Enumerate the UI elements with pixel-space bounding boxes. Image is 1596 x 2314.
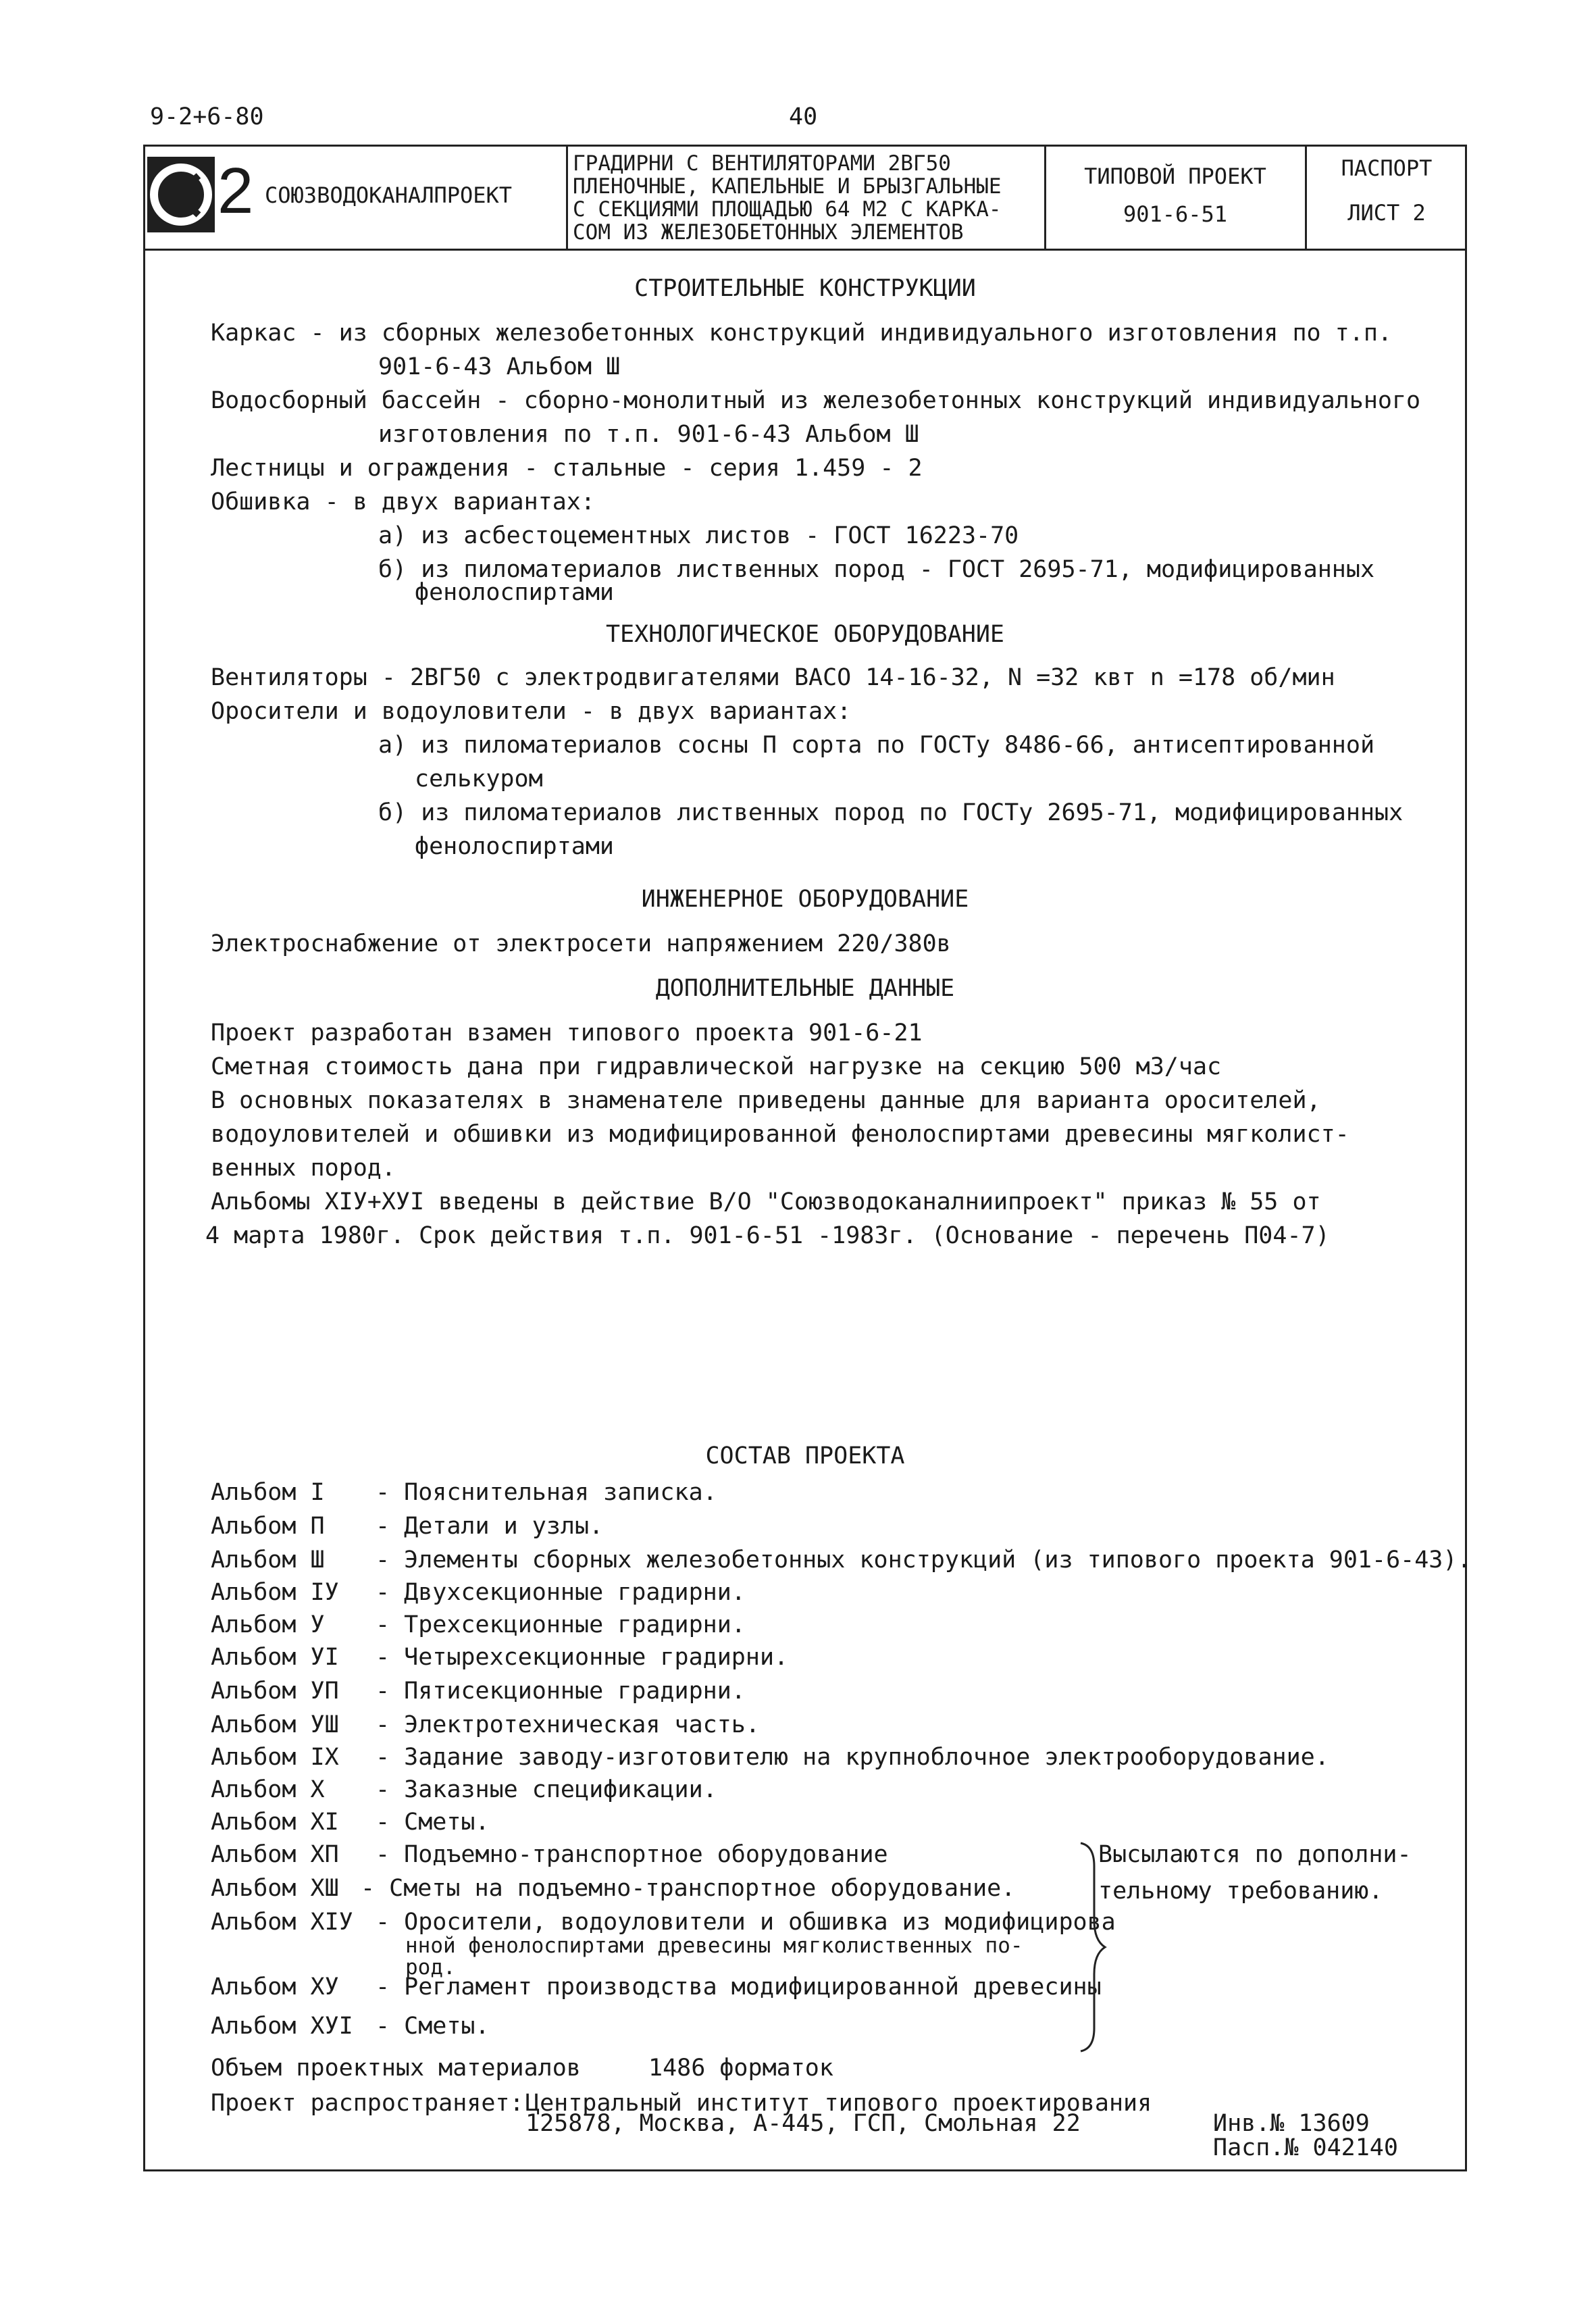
distributor-line-2: 125878, Москва, А-445, ГСП, Смольная 22 [525, 2110, 1081, 2137]
volume-label: Объем проектных материалов [211, 2055, 581, 2082]
album-desc: - Подъемно-транспортное оборудование [376, 1841, 888, 1868]
sheet-label: ЛИСТ 2 [1347, 200, 1426, 226]
album-desc: - Задание заводу-изготовителю на крупноблочное электрооборудование. [376, 1744, 1329, 1771]
ck-logo-icon [147, 157, 215, 232]
title-divider-1 [566, 145, 568, 250]
album-name: Альбом ХП [211, 1841, 339, 1868]
album-name: Альбом ХI [211, 1809, 339, 1836]
extra-line: венных пород. [211, 1155, 396, 1182]
album-name: Альбом ХУ [211, 1973, 339, 2001]
building-line: Обшивка - в двух вариантах: [211, 488, 595, 515]
album-name: Альбом ХШ [211, 1875, 339, 1902]
album-desc: - Двухсекционные градирни. [376, 1579, 746, 1606]
album-xiu-cont: нной фенолоспиртами древесины мягколиственных по- [405, 1934, 1023, 1958]
doc-type: ПАСПОРТ [1341, 155, 1433, 181]
org-logo [147, 157, 215, 232]
heading-tech: ТЕХНОЛОГИЧЕСКОЕ ОБОРУДОВАНИЕ [605, 621, 1004, 648]
doc-code: 9-2+6-80 [150, 103, 264, 130]
building-line: фенолоспиртами [415, 579, 615, 606]
distributor-line-1: Центральный институт типового проектирования [525, 2090, 1152, 2117]
building-line: а) из асбестоцементных листов - ГОСТ 16223-70 [378, 522, 1019, 549]
album-desc: - Оросители, водоуловители и обшивка из модифицирова [376, 1909, 1116, 1936]
title-line-4: СОМ ИЗ ЖЕЛЕЗОБЕТОННЫХ ЭЛЕМЕНТОВ [573, 220, 964, 245]
building-line: Каркас - из сборных железобетонных конструкций индивидуального изготовления по т.п. [211, 320, 1392, 347]
extra-line: Сметная стоимость дана при гидравлической нагрузке на секцию 500 м3/час [211, 1053, 1222, 1080]
tech-line: а) из пиломатериалов сосны П сорта по ГОСТу 8486-66, антисептированной [378, 732, 1375, 759]
building-line: б) из пиломатериалов лиственных пород - ГОСТ 2695-71, модифицированных [378, 556, 1375, 583]
tech-line: фенолоспиртами [415, 833, 615, 860]
tech-line: Вентиляторы - 2ВГ50 с электродвигателями ВАСО 14-16-32, N =32 квт n =178 об/мин [211, 664, 1335, 691]
album-name: Альбом У [211, 1611, 325, 1638]
org-name: СОЮЗВОДОКАНАЛПРОЕКТ [265, 182, 513, 208]
heading-building: СТРОИТЕЛЬНЫЕ КОНСТРУКЦИИ [634, 275, 976, 302]
extra-line: Альбомы XIУ+ХУI введены в действие В/О "Союзводоканалниипроект" приказ № 55 от [211, 1188, 1321, 1215]
album-name: Альбом I [211, 1479, 325, 1506]
title-line-3: С СЕКЦИЯМИ ПЛОЩАДЬЮ 64 М2 С КАРКА- [573, 197, 1002, 222]
album-desc: - Трехсекционные градирни. [376, 1611, 746, 1638]
project-label: ТИПОВОЙ ПРОЕКТ [1084, 164, 1266, 189]
building-line: 901-6-43 Альбом Ш [378, 353, 621, 380]
album-name: Альбом IУ [211, 1579, 339, 1606]
building-line: Лестницы и ограждения - стальные - серия 1.459 - 2 [211, 455, 923, 482]
album-desc: - Заказные спецификации. [376, 1776, 717, 1803]
album-desc: - Электротехническая часть. [376, 1711, 760, 1738]
extra-line: водоуловителей и обшивки из модифицированной фенолоспиртами древесины мягколист- [211, 1121, 1349, 1148]
album-desc: - Сметы. [376, 1809, 490, 1836]
album-name: Альбом П [211, 1513, 325, 1540]
tech-line: Оросители и водоуловители - в двух вариантах: [211, 698, 852, 725]
album-name: Альбом Ш [211, 1546, 325, 1574]
album-name: Альбом УШ [211, 1711, 339, 1738]
album-name: Альбом ХIУ [211, 1909, 353, 1936]
engineering-line: Электроснабжение от электросети напряжением 220/380в [211, 930, 951, 957]
passport-number: Пасп.№ 042140 [1213, 2134, 1398, 2161]
album-name: Альбом УП [211, 1678, 339, 1705]
building-line: изготовления по т.п. 901-6-43 Альбом Ш [378, 421, 919, 448]
album-desc: - Четырехсекционные градирни. [376, 1644, 789, 1671]
building-line: Водосборный бассейн - сборно-монолитный из железобетонных конструкций индивидуального [211, 387, 1421, 414]
heading-extra: ДОПОЛНИТЕЛЬНЫЕ ДАННЫЕ [655, 975, 955, 1002]
extra-line: 4 марта 1980г. Срок действия т.п. 901-6-51 -1983г. (Основание - перечень П04-7) [205, 1222, 1330, 1249]
title-divider-3 [1305, 145, 1307, 250]
album-desc: - Пятисекционные градирни. [376, 1678, 746, 1705]
album-name: Альбом УI [211, 1644, 339, 1671]
tech-line: б) из пиломатериалов лиственных пород по ГОСТу 2695-71, модифицированных [378, 799, 1404, 826]
tech-line: селькуром [415, 765, 543, 793]
album-name: Альбом Х [211, 1776, 325, 1803]
album-desc: - Регламент производства модифицированной древесины [376, 1973, 1102, 2001]
album-desc: - Детали и узлы. [376, 1513, 604, 1540]
brace-icon [1078, 1839, 1125, 2055]
note-line-1: Высылаются по дополни- [1098, 1841, 1412, 1868]
heading-engineering: ИНЖЕНЕРНОЕ ОБОРУДОВАНИЕ [641, 886, 969, 913]
title-line-2: ПЛЕНОЧНЫЕ, КАПЕЛЬНЫЕ И БРЫЗГАЛЬНЫЕ [573, 174, 1002, 199]
inventory-number: Инв.№ 13609 [1213, 2110, 1370, 2137]
album-desc: - Элементы сборных железобетонных конструкций (из типового проекта 901-6-43). [376, 1546, 1472, 1574]
volume-value: 1486 форматок [648, 2055, 833, 2082]
org-logo-digit: 2 [217, 155, 254, 227]
distributor-label: Проект распространяет: [211, 2090, 524, 2117]
album-name: Альбом ХУI [211, 2013, 353, 2040]
album-name: Альбом IХ [211, 1744, 339, 1771]
note-line-2: тельному требованию. [1098, 1878, 1383, 1905]
page-number: 40 [789, 103, 818, 130]
extra-line: Проект разработан взамен типового проекта 901-6-21 [211, 1020, 923, 1047]
extra-line: В основных показателях в знаменателе приведены данные для варианта оросителей, [211, 1087, 1321, 1114]
project-number: 901-6-51 [1123, 201, 1228, 227]
album-xiu-cont: род. [405, 1955, 456, 1980]
heading-composition: СОСТАВ ПРОЕКТА [705, 1442, 905, 1469]
album-desc: - Сметы. [376, 2013, 490, 2040]
title-divider-2 [1044, 145, 1046, 250]
album-desc: - Пояснительная записка. [376, 1479, 717, 1506]
title-block-divider [143, 249, 1467, 251]
title-line-1: ГРАДИРНИ С ВЕНТИЛЯТОРАМИ 2ВГ50 [573, 151, 951, 176]
album-desc: - Сметы на подъемно-транспортное оборудование. [361, 1875, 1016, 1902]
